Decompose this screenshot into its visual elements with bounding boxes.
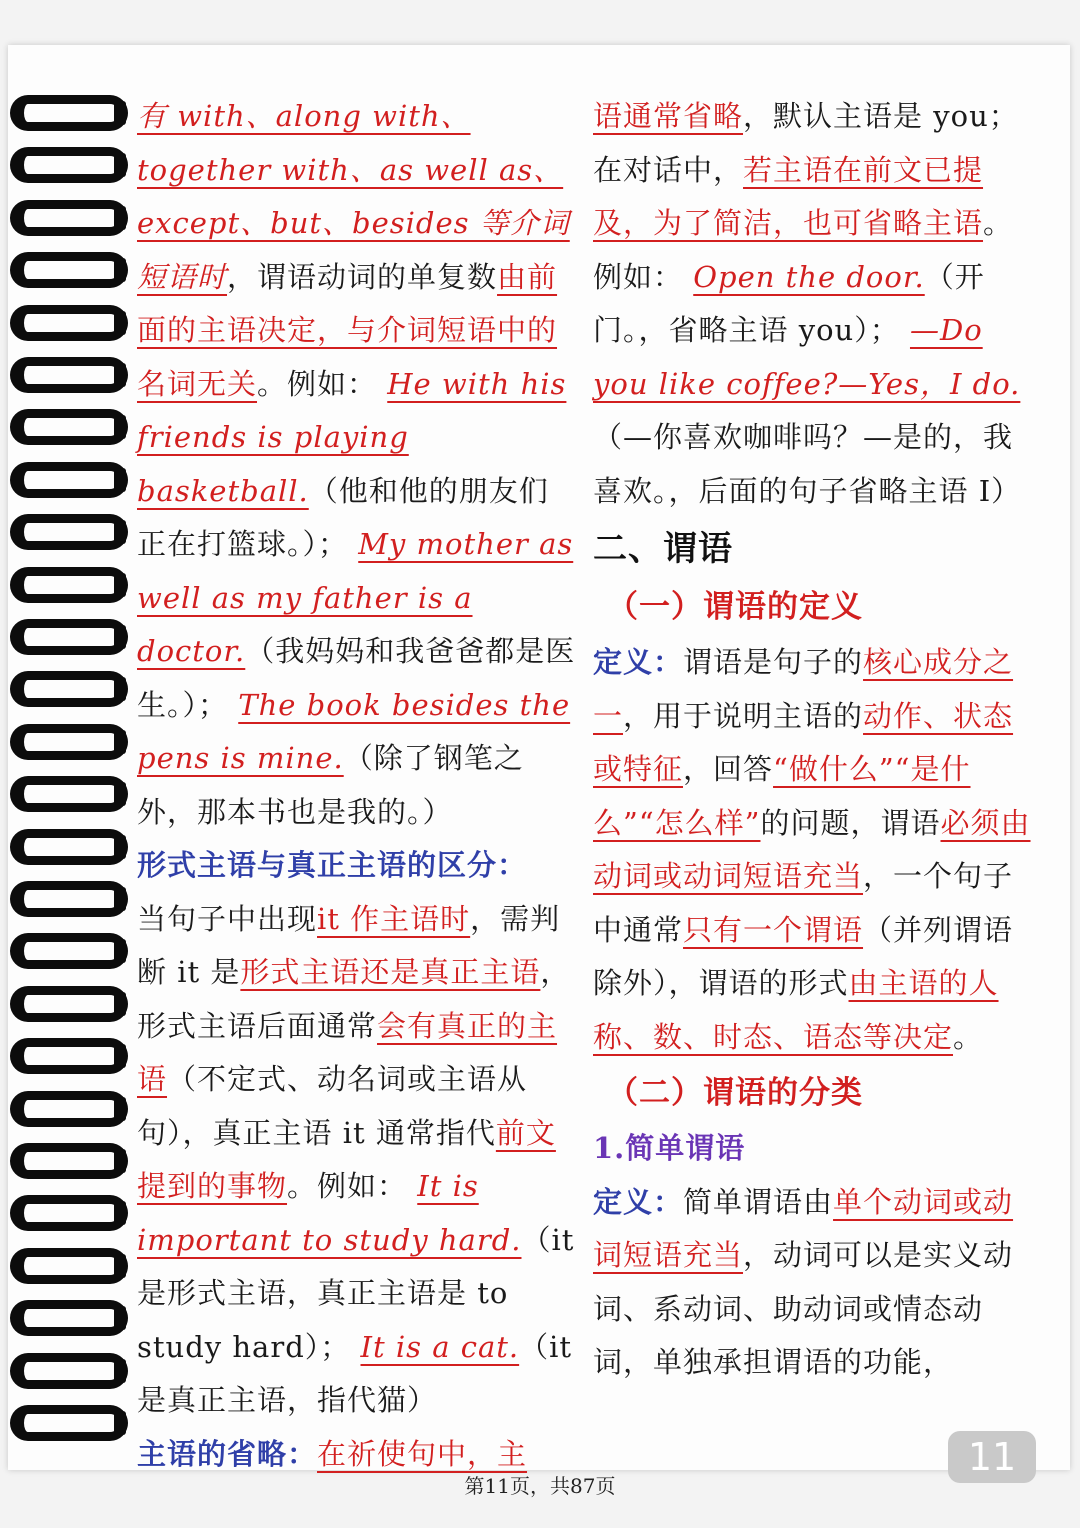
- text: ，谓语动词的单复数: [227, 259, 498, 294]
- text-highlight: 会有真正的主语: [137, 1008, 558, 1096]
- spiral-ring: [10, 933, 128, 973]
- example-translation: （除了钢笔之外，那本书也是我的。）: [137, 741, 524, 829]
- text: （不定式、动名词或主语从句），真正主语 it 通常指代: [137, 1062, 528, 1150]
- text: 。例如：: [287, 1169, 408, 1203]
- definition-label: 定义：: [593, 645, 684, 679]
- text: （并列谓语除外），谓语的形式: [593, 912, 1014, 1000]
- spiral-ring: [10, 357, 128, 397]
- subheading-subject-omission: 主语的省略：: [137, 1436, 318, 1471]
- text: 。: [953, 1019, 984, 1054]
- example-sentence: It is important to study hard.: [137, 1169, 522, 1257]
- page-footer: 第11页，共87页: [464, 1474, 616, 1498]
- example-translation: （开门。，省略主语 you）；: [593, 259, 985, 347]
- text: ，形式主语后面通常: [137, 955, 571, 1043]
- example-sentence: My mother as well as my father is a doctor.: [137, 527, 574, 668]
- text: 的问题，谓语: [760, 805, 941, 840]
- spiral-ring: [10, 567, 128, 607]
- text-highlight: it 作主语时: [317, 901, 471, 936]
- spiral-ring: [10, 881, 128, 921]
- spiral-ring: [10, 200, 128, 240]
- example-translation: （—你喜欢咖啡吗？—是的，我喜欢。，后面的句子省略主语 I）: [593, 420, 1022, 508]
- example-translation: （他和他的朋友们正在打篮球。）；: [137, 473, 549, 561]
- spiral-ring: [10, 305, 128, 345]
- example-sentence: He with his friends is playing basketball.: [137, 366, 567, 508]
- text-highlight: “做什么”“是什么”“怎么样”: [593, 752, 971, 840]
- text-highlight: 单个动词或动词短语充当: [593, 1184, 1014, 1272]
- text: ，需判断 it 是: [137, 901, 561, 989]
- spiral-ring: [10, 1353, 128, 1393]
- text-highlight: 在祈使句中，主: [317, 1436, 528, 1471]
- subheading-formal-subject: 形式主语与真正主语的区分：: [137, 848, 528, 882]
- section-heading-predicate: 二、谓语: [593, 529, 733, 569]
- text: ，默认主语是 you；在对话中，: [593, 99, 1019, 187]
- right-column: [593, 90, 1033, 1390]
- text: 。例如：: [593, 206, 1014, 294]
- example-sentence: —Do you like coffee?—Yes，I do.: [593, 313, 1021, 401]
- spiral-ring: [10, 1300, 128, 1340]
- text: ，用于说明主语的: [623, 698, 864, 733]
- spiral-binding: [0, 95, 140, 1455]
- text-highlight: 前文提到的事物: [137, 1115, 556, 1203]
- subsection-heading-classification: （二）谓语的分类: [607, 1075, 863, 1111]
- spiral-ring: [10, 1405, 128, 1445]
- text-highlight: 由前面的主语决定，与介词短语中的名词无关: [137, 259, 558, 401]
- text-highlight: 核心成分之一: [593, 645, 1014, 733]
- example-translation: （it 是真正主语，指代猫）: [137, 1329, 573, 1417]
- text: ，动词可以是实义动词、系动词、助动词或情态动词，单独承担谓语的功能，: [593, 1238, 1014, 1379]
- text: 当句子中出现: [137, 901, 318, 936]
- spiral-ring: [10, 1248, 128, 1288]
- text-highlight: 有 with、along with、together with、as well as、except、but、besides 等介词短语时: [137, 99, 570, 294]
- spiral-ring: [10, 724, 128, 764]
- sub-subheading-simple-predicate: 1.简单谓语: [593, 1131, 746, 1165]
- spiral-ring: [10, 1143, 128, 1183]
- text: 。例如：: [257, 366, 378, 401]
- spiral-ring: [10, 671, 128, 711]
- example-translation: （我妈妈和我爸爸都是医生。）；: [137, 634, 576, 722]
- example-sentence: Open the door.: [693, 259, 925, 294]
- text: ，一个句子中通常: [593, 859, 1014, 947]
- subsection-heading-definition: （一）谓语的定义: [607, 589, 863, 625]
- page-number-badge: 11: [948, 1431, 1036, 1483]
- spiral-ring: [10, 514, 128, 554]
- spiral-ring: [10, 986, 128, 1026]
- spiral-ring: [10, 252, 128, 292]
- spiral-ring: [10, 409, 128, 449]
- text-highlight: 语通常省略: [593, 99, 744, 133]
- spiral-ring: [10, 1091, 128, 1131]
- example-translation: （it 是形式主语，真正主语是 to study hard）；: [137, 1222, 575, 1364]
- text-highlight: 由主语的人称、数、时态、语态等决定: [593, 966, 999, 1054]
- text-highlight: 动作、状态或特征: [593, 698, 1014, 786]
- example-sentence: It is a cat.: [360, 1329, 520, 1364]
- text-highlight: 形式主语还是真正主语: [240, 955, 541, 989]
- left-column: [137, 90, 577, 1481]
- spiral-ring: [10, 776, 128, 816]
- definition-label: 定义：: [593, 1184, 684, 1219]
- text: 谓语是句子的: [683, 645, 864, 679]
- spiral-ring: [10, 1195, 128, 1235]
- spiral-ring: [10, 147, 128, 187]
- spiral-ring: [10, 619, 128, 659]
- text-highlight: 必须由动词或动词短语充当: [593, 805, 1031, 893]
- spiral-ring: [10, 1038, 128, 1078]
- text-highlight: 若主语在前文已提及，为了简洁，也可省略主语: [593, 152, 984, 240]
- example-sentence: The book besides the pens is mine.: [137, 687, 571, 775]
- spiral-ring: [10, 829, 128, 869]
- text-highlight: 只有一个谓语: [683, 912, 864, 947]
- spiral-ring: [10, 95, 128, 135]
- spiral-ring: [10, 462, 128, 502]
- text: ，回答: [683, 752, 774, 786]
- text: 简单谓语由: [683, 1184, 834, 1219]
